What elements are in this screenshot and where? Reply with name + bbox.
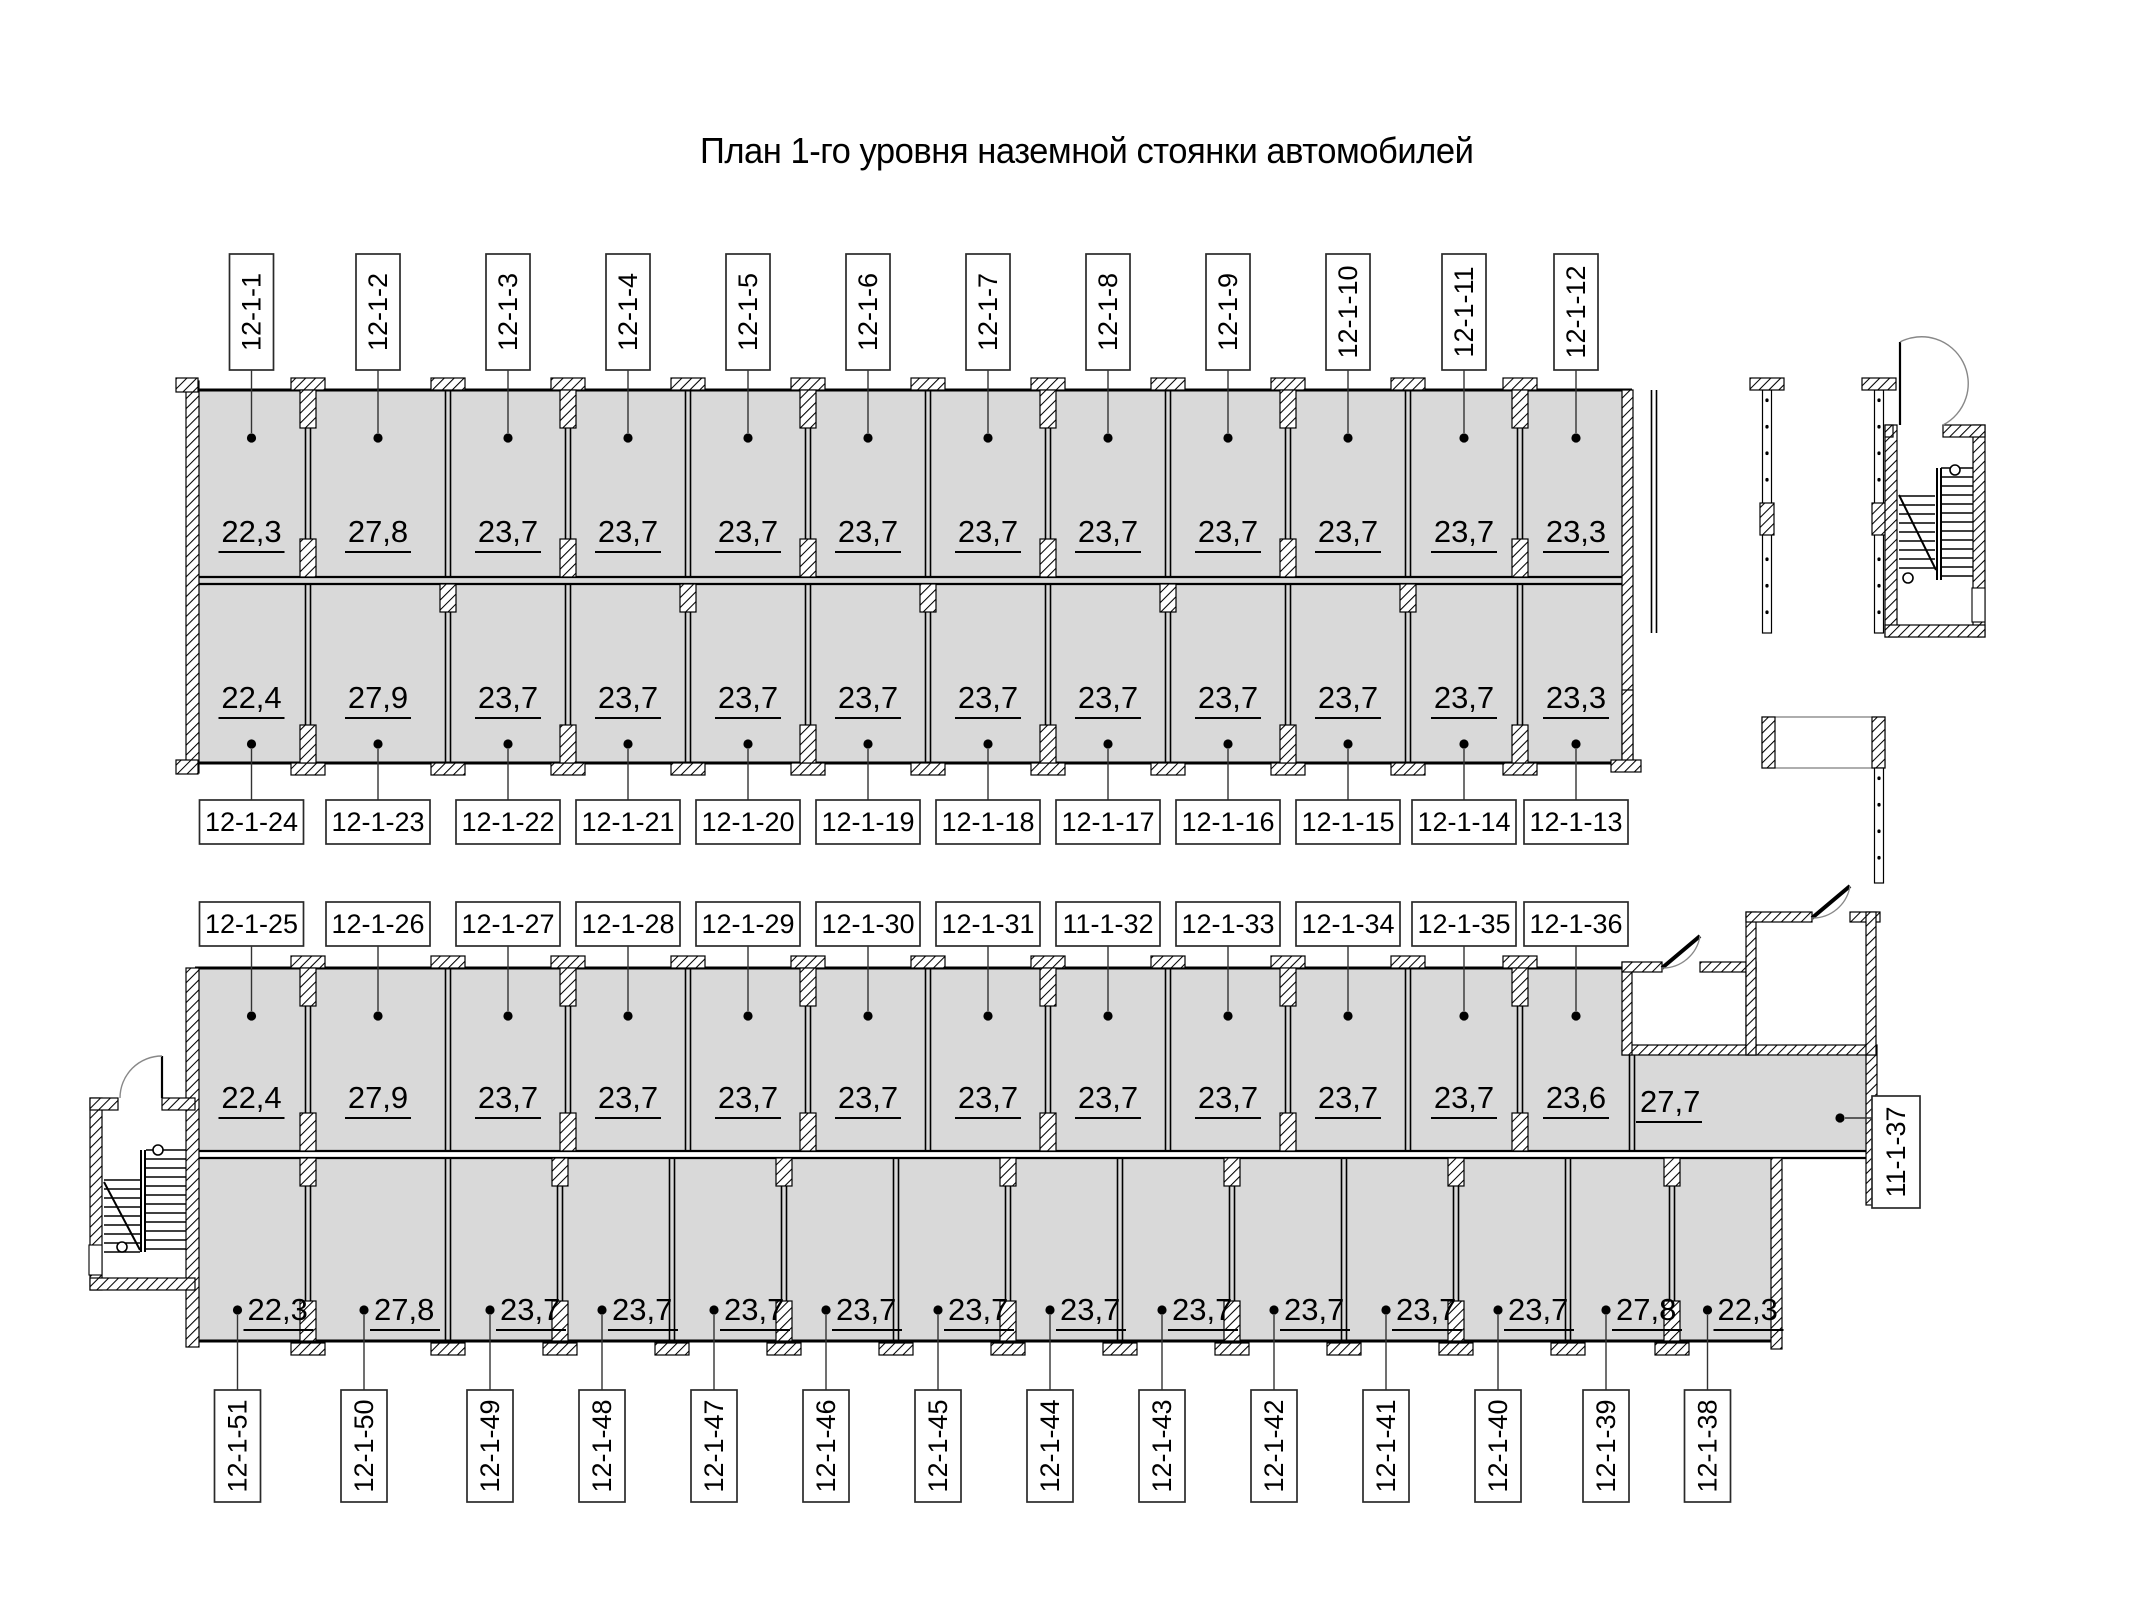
pier-cap [1215,1343,1249,1355]
pier [300,539,316,577]
space-label: 12-1-23 [331,807,425,837]
pier-cap [551,378,585,390]
pier-cap [431,763,465,775]
pier [1448,1158,1464,1186]
space-label: 12-1-44 [1035,1399,1065,1493]
pier [776,1158,792,1186]
pier [1512,1113,1528,1151]
door-slot [89,1245,102,1275]
pier-cap [1031,378,1065,390]
leader-dot [1381,1305,1390,1314]
pier [800,539,816,577]
leader-dot [983,739,992,748]
space-label: 12-1-6 [853,272,883,352]
leader-dot [1343,1011,1352,1020]
pier-cap [791,763,825,775]
space-label: 11-1-37 [1881,1106,1911,1198]
space-label: 12-1-12 [1561,265,1591,359]
area-value: 23,7 [1317,680,1379,715]
pier-cap [1862,378,1896,390]
room-wall [1622,962,1662,972]
space-label: 12-1-7 [973,272,1003,352]
space-label: 12-1-50 [349,1399,379,1493]
pier [680,584,696,612]
area-value: 27,9 [347,680,409,715]
pier [1280,968,1296,1006]
space-label: 12-1-38 [1692,1399,1723,1493]
pier [1872,503,1886,535]
pier-cap [1327,1343,1361,1355]
area-value: 23,7 [957,1080,1019,1115]
space-label: 12-1-4 [613,272,643,352]
pier [1040,725,1056,763]
pier-cap [1439,1343,1473,1355]
pier [1512,539,1528,577]
pier [1664,1158,1680,1186]
leader-dot [1571,1011,1580,1020]
space-label: 12-1-18 [941,807,1035,837]
leader-dot [247,1011,256,1020]
area-value: 23,7 [612,1292,673,1327]
pier-cap [1103,1343,1137,1355]
leader-dot [359,1305,368,1314]
pier [1040,390,1056,428]
pier [560,968,576,1006]
leader-dot [503,739,512,748]
leader-dot [623,739,632,748]
space-label: 12-1-10 [1333,265,1363,359]
pier [1040,1113,1056,1151]
space-label: 12-1-25 [204,909,299,939]
leader-dot [863,1011,872,1020]
leader-dot [1343,739,1352,748]
area-value: 23,6 [1545,1080,1607,1115]
leader-dot [1223,1011,1232,1020]
area-value: 23,3 [1545,514,1607,549]
area-value: 23,7 [1172,1292,1233,1327]
leader-dot [709,1305,718,1314]
pier-cap [291,1343,325,1355]
pier-cap [879,1343,913,1355]
space-label: 12-1-8 [1093,272,1123,352]
leader-dot [1571,739,1580,748]
area-value: 27,8 [347,514,409,549]
area-value: 23,7 [957,680,1019,715]
door-slot [1972,588,1985,622]
area-value: 23,7 [1197,680,1259,715]
leader-dot [863,739,872,748]
area-value: 23,7 [1317,514,1379,549]
leader-dot [1703,1305,1712,1314]
area-value: 23,7 [957,514,1019,549]
leader-dot [743,739,752,748]
pier-cap [1271,378,1305,390]
pier-cap [671,956,705,968]
pier-cap [291,378,325,390]
pier [1400,584,1416,612]
leader-dot [1601,1305,1610,1314]
area-value: 23,7 [597,514,659,549]
pier-cap [1391,763,1425,775]
pier-cap [911,763,945,775]
pier [560,390,576,428]
pier [1040,539,1056,577]
stair-wall [1885,625,1985,637]
stair-newel [117,1242,127,1252]
corridor [1762,717,1885,768]
leader-dot [983,433,992,442]
leader-dot [373,433,382,442]
pier-cap [791,956,825,968]
pier [1224,1158,1240,1186]
pier-cap [911,956,945,968]
space-label: 12-1-47 [699,1399,729,1493]
area-value: 23,7 [724,1292,785,1327]
pier-cap [1271,956,1305,968]
space-label: 12-1-41 [1371,1399,1401,1493]
door-swing-arc [1900,337,1968,425]
stair-wall [1885,425,1893,437]
space-label: 12-1-22 [461,807,555,837]
pier [1512,968,1528,1006]
leader-dot [1343,433,1352,442]
area-value: 27,8 [374,1292,435,1327]
pier [552,1158,568,1186]
area-value: 23,7 [500,1292,561,1327]
pier [800,725,816,763]
space-label: 12-1-26 [331,909,425,939]
space-label: 12-1-15 [1301,807,1395,837]
pier-cap [1611,760,1641,772]
space-label: 12-1-9 [1213,272,1243,352]
area-value: 27,7 [1640,1084,1701,1119]
area-value: 23,7 [1197,1080,1259,1115]
pier [800,390,816,428]
pier [560,539,576,577]
leader-dot [623,1011,632,1020]
area-value: 23,7 [477,1080,539,1115]
space-label: 12-1-35 [1417,909,1511,939]
leader-dot [623,433,632,442]
area-value: 23,7 [837,1080,899,1115]
room-wall [1866,912,1876,1055]
space-label: 12-1-45 [923,1399,953,1493]
pier-cap [543,1343,577,1355]
space-label: 12-1-30 [821,909,915,939]
space-label: 12-1-36 [1529,909,1623,939]
pier [560,725,576,763]
area-value: 23,7 [836,1292,897,1327]
pier-cap [791,378,825,390]
glazed-partition [1875,768,1884,883]
pier-cap [551,956,585,968]
space-label: 12-1-17 [1061,807,1155,837]
pier-cap [1503,378,1537,390]
leader-dot [503,1011,512,1020]
space-label: 12-1-33 [1181,909,1275,939]
stair-newel [1903,573,1913,583]
space-label: 12-1-42 [1259,1399,1289,1493]
leader-dot [1045,1305,1054,1314]
stair-newel [153,1145,163,1155]
space-label: 12-1-16 [1181,807,1275,837]
pier-cap [671,763,705,775]
space-label: 12-1-43 [1147,1399,1177,1493]
pier [1000,1158,1016,1186]
space-label: 12-1-27 [461,909,555,939]
pier [1280,725,1296,763]
pier-cap [1151,763,1185,775]
space-label: 12-1-24 [204,807,299,837]
leader-dot [1835,1113,1844,1122]
space-label: 12-1-39 [1591,1399,1621,1493]
space-label: 12-1-51 [222,1399,253,1493]
area-value: 23,7 [837,680,899,715]
pier [1040,968,1056,1006]
pier [1512,725,1528,763]
space-label: 12-1-2 [363,272,393,352]
space-label: 12-1-29 [701,909,795,939]
area-value: 23,7 [1060,1292,1121,1327]
space-label: 11-1-32 [1062,909,1154,939]
leader-dot [1571,433,1580,442]
pier-cap [431,378,465,390]
area-value: 27,8 [1616,1292,1677,1327]
area-value: 23,7 [948,1292,1009,1327]
area-value: 23,7 [477,680,539,715]
area-value: 23,7 [1077,514,1139,549]
pier [1512,390,1528,428]
wall-hatched [1762,717,1775,768]
space-label: 12-1-34 [1301,909,1395,939]
pier [300,390,316,428]
leader-dot [1103,433,1112,442]
pier-cap [1655,1343,1689,1355]
leader-dot [485,1305,494,1314]
area-value: 23,7 [1284,1292,1345,1327]
stair-wall [162,1098,195,1110]
area-value: 22,4 [221,1080,282,1115]
wall-hatched [176,378,198,392]
space-label: 12-1-48 [587,1399,617,1493]
side-wall-left [186,381,199,773]
room-wall [1746,912,1812,922]
space-label: 12-1-46 [811,1399,841,1493]
pier [800,1113,816,1151]
pier-cap [911,378,945,390]
leader-dot [233,1305,242,1314]
space-label: 12-1-1 [236,272,267,352]
pier [800,968,816,1006]
leader-dot [983,1011,992,1020]
leader-dot [1459,1011,1468,1020]
door-swing-arc [120,1056,162,1098]
pier [1760,503,1774,535]
pier-cap [1271,763,1305,775]
pier-cap [991,1343,1025,1355]
pier-cap [671,378,705,390]
area-value: 23,7 [1433,680,1495,715]
pier [1280,539,1296,577]
area-value: 23,7 [1077,680,1139,715]
area-value: 23,7 [477,514,539,549]
area-value: 22,3 [221,514,282,549]
leader-dot [1459,739,1468,748]
area-value: 23,7 [1433,1080,1495,1115]
room-wall [1622,962,1632,1055]
area-value: 23,7 [717,514,779,549]
leader-dot [1103,1011,1112,1020]
space-label: 12-1-49 [475,1399,505,1493]
area-value: 23,7 [1077,1080,1139,1115]
leader-dot [373,1011,382,1020]
space-label: 12-1-11 [1449,266,1479,358]
pier [1280,390,1296,428]
leader-dot [373,739,382,748]
leader-dot [1157,1305,1166,1314]
pier-cap [1031,956,1065,968]
area-value: 22,3 [247,1292,308,1327]
pier-cap [1551,1343,1585,1355]
area-value: 22,3 [1717,1292,1778,1327]
space-label: 12-1-31 [941,909,1035,939]
pier-cap [291,956,325,968]
pier [440,584,456,612]
pier [300,1113,316,1151]
leader-dot [1223,739,1232,748]
area-value: 23,7 [717,1080,779,1115]
space-label: 12-1-20 [701,807,795,837]
area-value: 27,9 [347,1080,409,1115]
pier [300,968,316,1006]
area-value: 23,3 [1545,680,1607,715]
area-value: 23,7 [717,680,779,715]
space-label: 12-1-19 [821,807,915,837]
space-label: 12-1-3 [493,272,523,352]
pier-cap [1151,378,1185,390]
pier-cap [551,763,585,775]
leader-dot [1103,739,1112,748]
leader-dot [743,433,752,442]
pier-cap [1750,378,1784,390]
space-label: 12-1-28 [581,909,675,939]
space-label: 12-1-40 [1483,1399,1513,1493]
leader-dot [1223,433,1232,442]
area-value: 22,4 [221,680,282,715]
stair-newel [1950,465,1960,475]
pier [300,725,316,763]
stair-wall [90,1098,118,1110]
area-value: 23,7 [837,514,899,549]
pier [1160,584,1176,612]
area-value: 23,7 [1508,1292,1569,1327]
parking-area-bottom-building-upper [195,968,1632,1151]
leader-dot [863,433,872,442]
pier-cap [1391,956,1425,968]
leader-dot [1493,1305,1502,1314]
pier-cap [1503,956,1537,968]
leader-dot [597,1305,606,1314]
pier-cap [291,763,325,775]
pier [560,1113,576,1151]
area-value: 23,7 [1433,514,1495,549]
leader-dot [1459,433,1468,442]
area-value: 23,7 [597,1080,659,1115]
stair-wall [1943,425,1985,437]
drawing-title: План 1-го уровня наземной стоянки автомобилей [700,130,1474,171]
space-label: 12-1-21 [581,807,675,837]
room-wall [1746,912,1756,1055]
leader-dot [743,1011,752,1020]
leader-dot [1269,1305,1278,1314]
pier-cap [767,1343,801,1355]
area-value: 23,7 [1197,514,1259,549]
pier-cap [1503,763,1537,775]
wall-hatched [176,760,198,774]
area-value: 23,7 [1317,1080,1379,1115]
area-value: 23,7 [1396,1292,1457,1327]
pier-cap [431,956,465,968]
space-label: 12-1-14 [1417,807,1511,837]
leader-dot [821,1305,830,1314]
pier-cap [1151,956,1185,968]
stair-wall [1885,425,1897,637]
leader-dot [933,1305,942,1314]
pier-cap [431,1343,465,1355]
area-value: 23,7 [597,680,659,715]
space-label: 12-1-13 [1529,807,1623,837]
pier-cap [1031,763,1065,775]
leader-dot [247,433,256,442]
pier [300,1158,316,1186]
pier-cap [1391,378,1425,390]
space-label: 12-1-5 [733,272,763,352]
leader-dot [247,739,256,748]
wall-stub [1622,690,1633,766]
pier [920,584,936,612]
leader-dot [503,433,512,442]
pier-cap [655,1343,689,1355]
stair-wall [90,1278,195,1290]
wall-hatched [1872,717,1885,768]
pier [1280,1113,1296,1151]
